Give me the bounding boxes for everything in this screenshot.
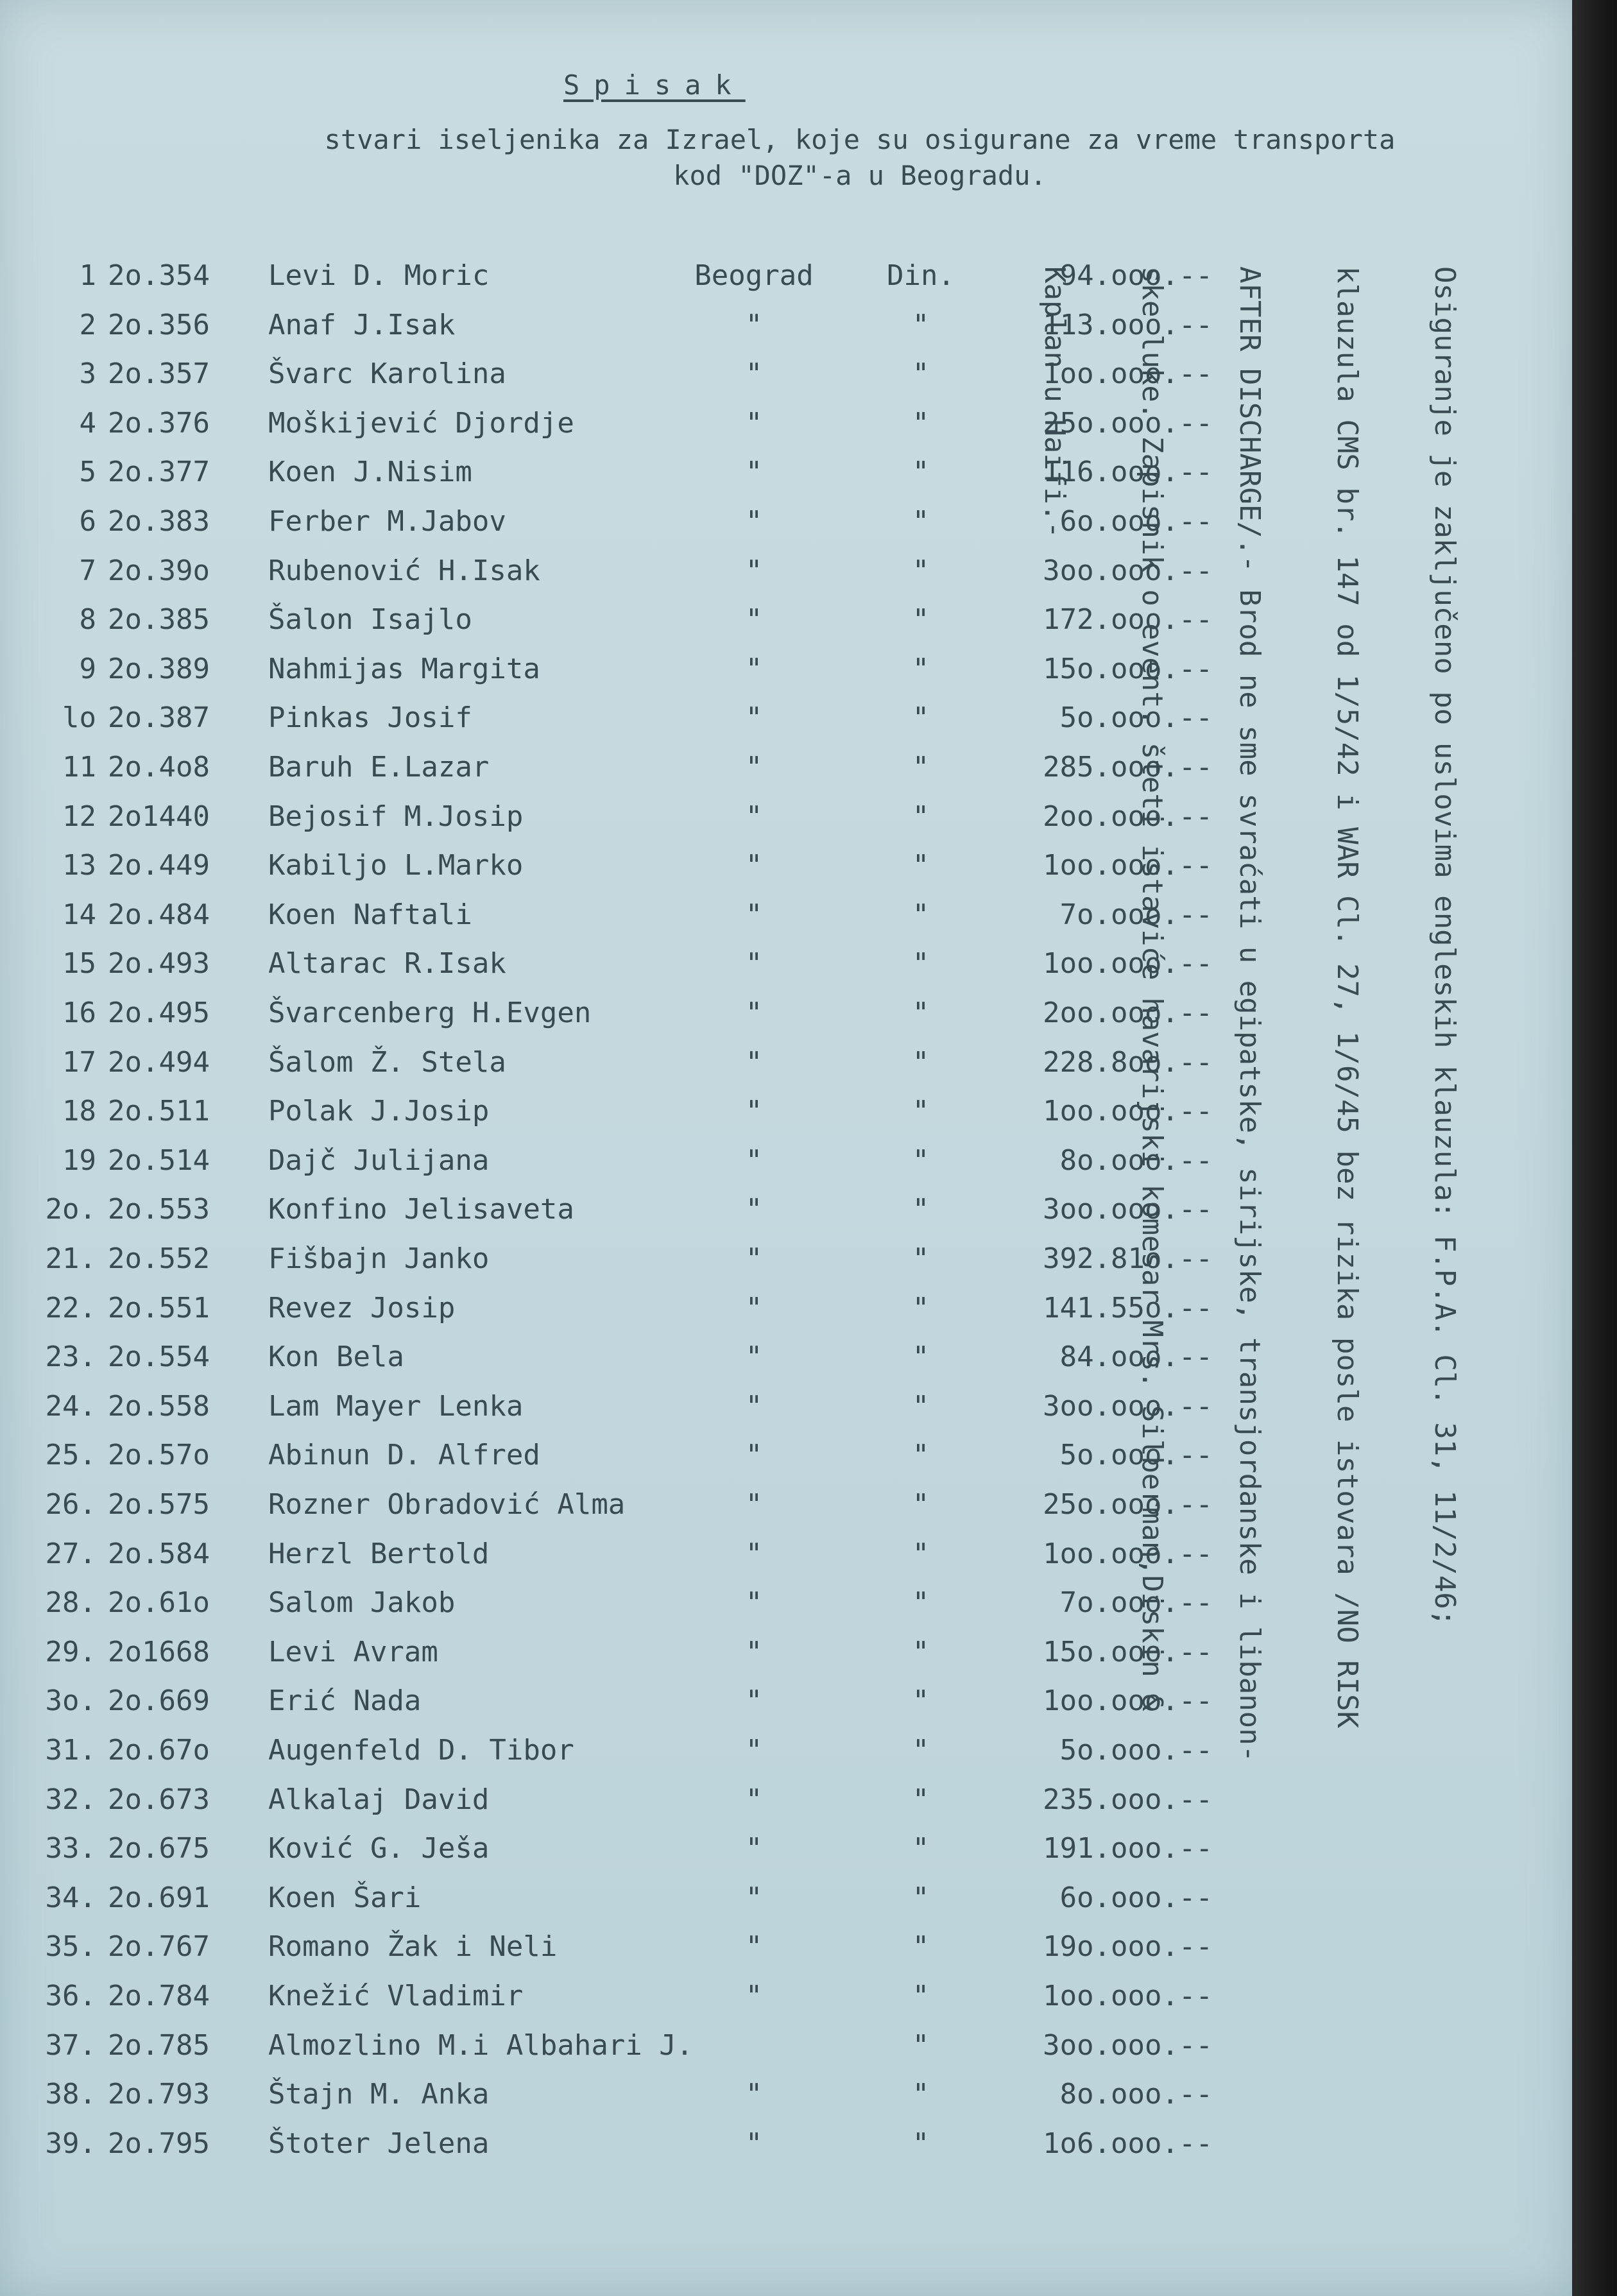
currency: " bbox=[912, 800, 930, 833]
emigrant-name: Levi Avram bbox=[268, 1635, 438, 1668]
policy-number: 2o.511 bbox=[108, 1095, 210, 1128]
policy-number: 2o.356 bbox=[108, 308, 210, 341]
currency: " bbox=[912, 1045, 930, 1079]
row-number: 6 bbox=[79, 505, 96, 538]
row-number: 19 bbox=[62, 1144, 96, 1177]
document-subtitle bbox=[205, 122, 1514, 194]
policy-number: 2o.784 bbox=[108, 1980, 210, 2012]
city: " bbox=[745, 2078, 763, 2111]
currency: " bbox=[912, 1341, 930, 1374]
row-number: lo bbox=[62, 701, 96, 735]
row-number: 13 bbox=[62, 849, 96, 882]
emigrant-name: Rubenović H.Isak bbox=[268, 554, 540, 587]
currency: " bbox=[912, 603, 930, 637]
city: " bbox=[745, 898, 763, 931]
currency: " bbox=[912, 308, 930, 341]
insured-amount: 94.ooo.-- bbox=[1059, 259, 1213, 292]
insured-amount: 3oo.ooo.-- bbox=[1043, 1389, 1213, 1423]
currency: " bbox=[912, 554, 930, 587]
policy-number: 2o.57o bbox=[108, 1439, 210, 1472]
row-number: 2o. bbox=[45, 1193, 96, 1226]
policy-number: 2o.793 bbox=[108, 2078, 210, 2111]
emigrant-name: Šalon Isajlo bbox=[268, 603, 472, 637]
insured-amount: 25o.ooo.-- bbox=[1043, 1488, 1213, 1521]
city: " bbox=[745, 701, 763, 735]
currency: " bbox=[912, 1389, 930, 1423]
currency: " bbox=[912, 1242, 930, 1275]
row-number: 28. bbox=[45, 1586, 96, 1620]
insured-amount: 5o.ooo.-- bbox=[1059, 1439, 1213, 1472]
currency: " bbox=[912, 1783, 930, 1816]
city: " bbox=[745, 1488, 763, 1521]
city: " bbox=[745, 849, 763, 882]
policy-number: 2o.558 bbox=[108, 1389, 210, 1423]
policy-number: 2o.387 bbox=[108, 701, 210, 735]
policy-number: 2o.67o bbox=[108, 1734, 210, 1767]
policy-number: 2o.673 bbox=[108, 1783, 210, 1816]
row-number: 3o. bbox=[45, 1684, 96, 1718]
row-number: 7 bbox=[79, 554, 96, 587]
currency: " bbox=[912, 406, 930, 440]
policy-number: 2o.495 bbox=[108, 997, 210, 1029]
row-number: 37. bbox=[45, 2028, 96, 2062]
insured-amount: 6o.ooo.-- bbox=[1059, 1881, 1213, 1914]
emigrant-name: Nahmijas Margita bbox=[268, 652, 540, 685]
note-line-4: ske luke. Zapisnik o event. šteti istaviće havarijski komesar Mrs. Silberman,Diskin & bbox=[1136, 266, 1168, 1711]
policy-number: 2o.551 bbox=[108, 1291, 210, 1324]
row-number: 15 bbox=[62, 947, 96, 981]
insured-amount: 228.8oo.-- bbox=[1043, 1045, 1213, 1079]
insured-amount: 7o.ooo.-- bbox=[1059, 898, 1213, 931]
policy-number: 2o.383 bbox=[108, 505, 210, 538]
currency: " bbox=[912, 1832, 930, 1865]
policy-number: 2o.39o bbox=[108, 554, 210, 587]
insured-amount: 3oo.ooo.-- bbox=[1043, 554, 1213, 587]
row-number: 38. bbox=[45, 2078, 96, 2111]
city: Beograd bbox=[694, 259, 814, 292]
row-number: 3 bbox=[79, 357, 96, 391]
policy-number: 2o.553 bbox=[108, 1193, 210, 1226]
insured-amount: 84.ooo.-- bbox=[1059, 1341, 1213, 1374]
policy-number: 2o.377 bbox=[108, 456, 210, 489]
insured-amount: 235.ooo.-- bbox=[1043, 1783, 1213, 1816]
city: " bbox=[745, 1734, 763, 1767]
row-number: 5 bbox=[79, 456, 96, 489]
row-number: 34. bbox=[45, 1881, 96, 1914]
insured-amount: 1oo.ooo.-- bbox=[1043, 849, 1213, 882]
emigrant-name: Ferber M.Jabov bbox=[268, 505, 506, 538]
insured-amount: 15o.ooo.-- bbox=[1043, 1635, 1213, 1668]
row-number: 24. bbox=[45, 1389, 96, 1423]
row-number: 16 bbox=[62, 997, 96, 1029]
currency: " bbox=[912, 1586, 930, 1620]
note-line-2: klauzula CMS br. 147 od 1/5/42 i WAR Cl. 27, 1/6/45 bez rizika posle istovara /NO RISK bbox=[1331, 266, 1364, 1729]
currency: " bbox=[912, 701, 930, 735]
city: " bbox=[745, 1144, 763, 1177]
emigrant-name: Fišbajn Janko bbox=[268, 1242, 490, 1275]
insured-amount: 6o.ooo.-- bbox=[1059, 505, 1213, 538]
row-number: 14 bbox=[62, 898, 96, 931]
currency: " bbox=[912, 456, 930, 489]
currency: Din. bbox=[887, 259, 955, 292]
emigrant-name: Štoter Jelena bbox=[268, 2127, 490, 2160]
currency: " bbox=[912, 751, 930, 784]
emigrant-name: Lam Mayer Lenka bbox=[268, 1389, 524, 1423]
emigrant-name: Švarc Karolina bbox=[268, 357, 506, 391]
city: " bbox=[745, 1537, 763, 1570]
insured-amount: 2oo.ooo.-- bbox=[1043, 997, 1213, 1029]
currency: " bbox=[912, 1734, 930, 1767]
insured-amount: 8o.ooo.-- bbox=[1059, 1144, 1213, 1177]
currency: " bbox=[912, 997, 930, 1029]
city: " bbox=[745, 1242, 763, 1275]
insured-amount: 15o.ooo.-- bbox=[1043, 652, 1213, 685]
city: " bbox=[745, 1291, 763, 1324]
policy-number: 2o.494 bbox=[108, 1045, 210, 1079]
policy-number: 2o.514 bbox=[108, 1144, 210, 1177]
city: " bbox=[745, 2127, 763, 2160]
insured-amount: 1oo.ooo.-- bbox=[1043, 1684, 1213, 1718]
policy-number: 2o.449 bbox=[108, 849, 210, 882]
emigrant-name: Švarcenberg H.Evgen bbox=[268, 997, 592, 1029]
currency: " bbox=[912, 1095, 930, 1128]
insured-amount: 116.ooo.-- bbox=[1043, 456, 1213, 489]
policy-number: 2o.376 bbox=[108, 406, 210, 440]
row-number: 18 bbox=[62, 1095, 96, 1128]
currency: " bbox=[912, 1684, 930, 1718]
row-number: 22. bbox=[45, 1291, 96, 1324]
row-number: 8 bbox=[79, 603, 96, 637]
city: " bbox=[745, 800, 763, 833]
note-line-1: Osiguranje je zaključeno po uslovima engleskih klauzula: F.P.A. Cl. 31, 11/2/46; bbox=[1428, 266, 1461, 1627]
currency: " bbox=[912, 1537, 930, 1570]
insured-amount: 113.ooo.-- bbox=[1043, 308, 1213, 341]
insured-amount: 1oo.ooo.-- bbox=[1043, 357, 1213, 391]
policy-number: 2o.675 bbox=[108, 1832, 210, 1865]
policy-number: 2o.354 bbox=[108, 259, 210, 292]
emigrant-name: Levi D. Moric bbox=[268, 259, 490, 292]
insured-amount: 25o.ooo.-- bbox=[1043, 406, 1213, 440]
currency: " bbox=[912, 1193, 930, 1226]
emigrant-name: Dajč Julijana bbox=[268, 1144, 490, 1177]
emigrant-name: Ković G. Ješa bbox=[268, 1832, 490, 1865]
policy-number: 2o.357 bbox=[108, 357, 210, 391]
row-number: 29. bbox=[45, 1635, 96, 1668]
policy-number: 2o.385 bbox=[108, 603, 210, 637]
city: " bbox=[745, 1439, 763, 1472]
emigrant-name: Alkalaj David bbox=[268, 1783, 490, 1816]
city: " bbox=[745, 1980, 763, 2012]
row-number: 25. bbox=[45, 1439, 96, 1472]
insured-amount: 3oo.ooo.-- bbox=[1043, 1193, 1213, 1226]
city: " bbox=[745, 1341, 763, 1374]
row-number: 23. bbox=[45, 1341, 96, 1374]
currency: " bbox=[912, 1881, 930, 1914]
policy-number: 2o.785 bbox=[108, 2028, 210, 2062]
row-number: 36. bbox=[45, 1980, 96, 2012]
city: " bbox=[745, 1095, 763, 1128]
emigrant-name: Altarac R.Isak bbox=[268, 947, 506, 981]
row-number: 4 bbox=[79, 406, 96, 440]
emigrant-name: Koen Šari bbox=[268, 1881, 422, 1914]
emigrant-name: Abinun D. Alfred bbox=[268, 1439, 540, 1472]
city: " bbox=[745, 1586, 763, 1620]
city: " bbox=[745, 1684, 763, 1718]
emigrant-name: Almozlino M.i Albahari J. bbox=[268, 2028, 694, 2062]
currency: " bbox=[912, 1439, 930, 1472]
policy-number: 2o1440 bbox=[108, 800, 210, 833]
currency: " bbox=[912, 1635, 930, 1668]
insured-amount: 1oo.ooo.-- bbox=[1043, 1095, 1213, 1128]
insured-amount: 191.ooo.-- bbox=[1043, 1832, 1213, 1865]
row-number: 11 bbox=[62, 751, 96, 784]
emigrant-name: Konfino Jelisaveta bbox=[268, 1193, 574, 1226]
insured-amount: 141.55o.-- bbox=[1043, 1291, 1213, 1324]
note-line-5: Kaplan u Haifi.- bbox=[1038, 266, 1071, 538]
emigrant-name: Knežić Vladimir bbox=[268, 1980, 524, 2012]
emigrant-name: Bejosif M.Josip bbox=[268, 800, 524, 833]
currency: " bbox=[912, 898, 930, 931]
city: " bbox=[745, 652, 763, 685]
insured-amount: 2oo.ooo.-- bbox=[1043, 800, 1213, 833]
emigrant-name: Herzl Bertold bbox=[268, 1537, 490, 1570]
city: " bbox=[745, 1783, 763, 1816]
currency: " bbox=[912, 947, 930, 981]
city: " bbox=[745, 505, 763, 538]
city: " bbox=[745, 357, 763, 391]
insured-amount: 19o.ooo.-- bbox=[1043, 1930, 1213, 1964]
currency: " bbox=[912, 849, 930, 882]
row-number: 2 bbox=[79, 308, 96, 341]
city: " bbox=[745, 603, 763, 637]
currency: " bbox=[912, 1488, 930, 1521]
insured-amount: 3oo.ooo.-- bbox=[1043, 2028, 1213, 2062]
city: " bbox=[745, 997, 763, 1029]
city: " bbox=[745, 947, 763, 981]
emigrant-name: Štajn M. Anka bbox=[268, 2078, 490, 2111]
currency: " bbox=[912, 1144, 930, 1177]
policy-number: 2o.584 bbox=[108, 1537, 210, 1570]
emigrant-name: Moškijević Djordje bbox=[268, 406, 574, 440]
city: " bbox=[745, 308, 763, 341]
insured-amount: 5o.ooo.-- bbox=[1059, 701, 1213, 735]
city: " bbox=[745, 1832, 763, 1865]
city: " bbox=[745, 456, 763, 489]
insured-amount: 285.ooo.-- bbox=[1043, 751, 1213, 784]
emigrant-name: Romano Žak i Neli bbox=[268, 1930, 558, 1964]
insured-amount: 7o.ooo.-- bbox=[1059, 1586, 1213, 1620]
emigrant-name: Polak J.Josip bbox=[268, 1095, 490, 1128]
emigrant-name: Salom Jakob bbox=[268, 1586, 456, 1620]
policy-number: 2o.795 bbox=[108, 2127, 210, 2160]
city: " bbox=[745, 1635, 763, 1668]
scan-edge bbox=[1572, 0, 1617, 2296]
row-number: 32. bbox=[45, 1783, 96, 1816]
policy-number: 2o.61o bbox=[108, 1586, 210, 1620]
city: " bbox=[745, 406, 763, 440]
row-number: 9 bbox=[79, 652, 96, 685]
note-line-3: AFTER DISCHARGE/.- Brod ne sme svraćati u egipatske, sirijske, transjordanske i libanon- bbox=[1233, 266, 1266, 1763]
row-number: 39. bbox=[45, 2127, 96, 2160]
currency: " bbox=[912, 505, 930, 538]
city: " bbox=[745, 751, 763, 784]
policy-number: 2o.554 bbox=[108, 1341, 210, 1374]
list-item bbox=[0, 2125, 1251, 2163]
policy-number: 2o.575 bbox=[108, 1488, 210, 1521]
row-number: 27. bbox=[45, 1537, 96, 1570]
emigrant-name: Augenfeld D. Tibor bbox=[268, 1734, 574, 1767]
insured-amount: 5o.ooo.-- bbox=[1059, 1734, 1213, 1767]
insured-amount: 172.ooo.-- bbox=[1043, 603, 1213, 637]
city: " bbox=[745, 1930, 763, 1964]
emigrant-name: Baruh E.Lazar bbox=[268, 751, 490, 784]
policy-number: 2o.552 bbox=[108, 1242, 210, 1275]
emigrant-name: Kon Bela bbox=[268, 1341, 404, 1374]
row-number: 35. bbox=[45, 1930, 96, 1964]
row-number: 12 bbox=[62, 800, 96, 833]
insured-amount: 1oo.ooo.-- bbox=[1043, 1980, 1213, 2012]
currency: " bbox=[912, 357, 930, 391]
emigrant-name: Revez Josip bbox=[268, 1291, 456, 1324]
policy-number: 2o.389 bbox=[108, 652, 210, 685]
currency: " bbox=[912, 2127, 930, 2160]
row-number: 17 bbox=[62, 1045, 96, 1079]
insured-amount: 1oo.ooo.-- bbox=[1043, 947, 1213, 981]
currency: " bbox=[912, 652, 930, 685]
city: " bbox=[745, 1881, 763, 1914]
emigrant-name: Rozner Obradović Alma bbox=[268, 1488, 626, 1521]
emigrant-name: Pinkas Josif bbox=[268, 701, 472, 735]
currency: " bbox=[912, 1291, 930, 1324]
policy-number: 2o.484 bbox=[108, 898, 210, 931]
currency: " bbox=[912, 1930, 930, 1964]
policy-number: 2o.493 bbox=[108, 947, 210, 981]
city: " bbox=[745, 1389, 763, 1423]
policy-number: 2o.767 bbox=[108, 1930, 210, 1964]
row-number: 31. bbox=[45, 1734, 96, 1767]
policy-number: 2o.669 bbox=[108, 1684, 210, 1718]
document-title: Spisak bbox=[563, 69, 746, 101]
subtitle-line-1: stvari iseljenika za Izrael, koje su osigurane za vreme transporta bbox=[324, 124, 1396, 155]
insured-amount: 1o6.ooo.-- bbox=[1043, 2127, 1213, 2160]
row-number: 33. bbox=[45, 1832, 96, 1865]
row-number: 21. bbox=[45, 1242, 96, 1275]
policy-number: 2o1668 bbox=[108, 1635, 210, 1668]
insured-amount: 392.81o.-- bbox=[1043, 1242, 1213, 1275]
insured-amount: 1oo.ooo.-- bbox=[1043, 1537, 1213, 1570]
policy-number: 2o.4o8 bbox=[108, 751, 210, 784]
city: " bbox=[745, 1045, 763, 1079]
emigrant-name: Koen J.Nisim bbox=[268, 456, 472, 489]
currency: " bbox=[912, 2078, 930, 2111]
emigrant-name: Anaf J.Isak bbox=[268, 308, 456, 341]
city: " bbox=[745, 554, 763, 587]
emigrant-name: Kabiljo L.Marko bbox=[268, 849, 524, 882]
row-number: 26. bbox=[45, 1488, 96, 1521]
insured-amount: 8o.ooo.-- bbox=[1059, 2078, 1213, 2111]
city: " bbox=[745, 1193, 763, 1226]
currency: " bbox=[912, 2028, 930, 2062]
policy-number: 2o.691 bbox=[108, 1881, 210, 1914]
row-number: 1 bbox=[79, 259, 96, 292]
subtitle-line-2: kod "DOZ"-a u Beogradu. bbox=[673, 160, 1047, 191]
emigrant-name: Erić Nada bbox=[268, 1684, 422, 1718]
currency: " bbox=[912, 1980, 930, 2012]
emigrant-name: Šalom Ž. Stela bbox=[268, 1045, 506, 1079]
list-item bbox=[0, 2075, 1251, 2114]
emigrant-name: Koen Naftali bbox=[268, 898, 472, 931]
